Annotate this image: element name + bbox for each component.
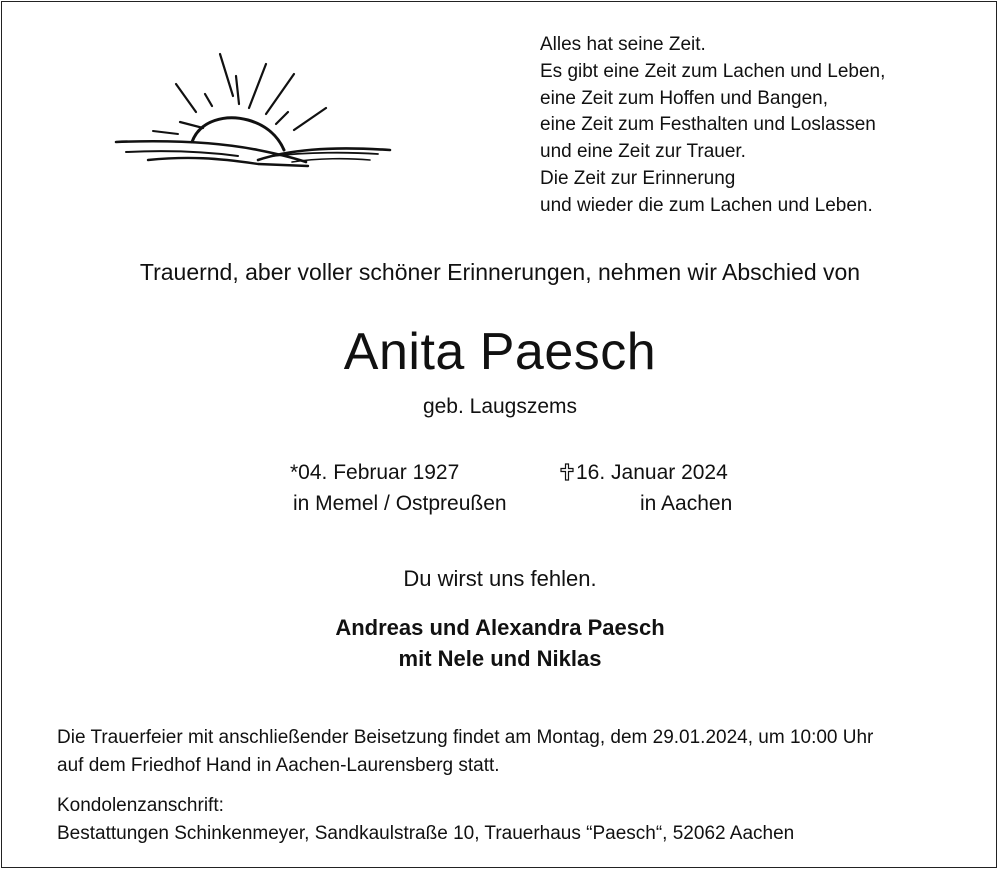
condolence-label: Kondolenzanschrift: [57, 795, 224, 816]
farewell-text: Du wirst uns fehlen. [403, 566, 597, 591]
death-place: in Aachen [640, 492, 733, 515]
poem-line: Es gibt eine Zeit zum Lachen und Leben, [540, 60, 886, 82]
poem-line: eine Zeit zum Festhalten und Loslassen [540, 114, 876, 136]
poem-line: und wieder die zum Lachen und Leben. [540, 194, 873, 216]
poem-line: Alles hat seine Zeit. [540, 34, 706, 55]
sunset-icon [108, 46, 398, 176]
family-signature [0, 612, 1000, 674]
birth-place: in Memel / Ostpreußen [293, 492, 507, 515]
birth-info [290, 457, 507, 519]
birth-date: *04. Februar 1927 [290, 461, 460, 484]
ceremony-line: auf dem Friedhof Hand in Aachen-Laurensberg statt. [57, 755, 500, 776]
cross-icon [560, 463, 574, 481]
death-date-row [560, 457, 732, 488]
ceremony-info [57, 724, 873, 780]
poem-line: Die Zeit zur Erinnerung [540, 167, 736, 189]
deceased-name: Anita Paesch [343, 323, 657, 381]
condolence-info [57, 792, 794, 848]
condolence-address: Bestattungen Schinkenmeyer, Sandkaulstraße 10, Trauerhaus “Paesch“, 52062 Aachen [57, 823, 795, 844]
poem-line: eine Zeit zum Hoffen und Bangen, [540, 87, 829, 109]
poem [540, 32, 885, 220]
death-date: 16. Januar 2024 [576, 461, 728, 484]
poem-line: und eine Zeit zur Trauer. [540, 141, 746, 163]
death-info [560, 457, 732, 519]
family-line: mit Nele und Niklas [398, 646, 602, 671]
intro-text: Trauernd, aber voller schöner Erinnerungen, nehmen wir Abschied von [139, 259, 861, 285]
maiden-name: geb. Laugszems [422, 395, 578, 418]
family-line: Andreas und Alexandra Paesch [335, 615, 665, 640]
ceremony-line: Die Trauerfeier mit anschließender Beisetzung findet am Montag, dem 29.01.2024, um 10:00 Uhr [57, 727, 874, 748]
